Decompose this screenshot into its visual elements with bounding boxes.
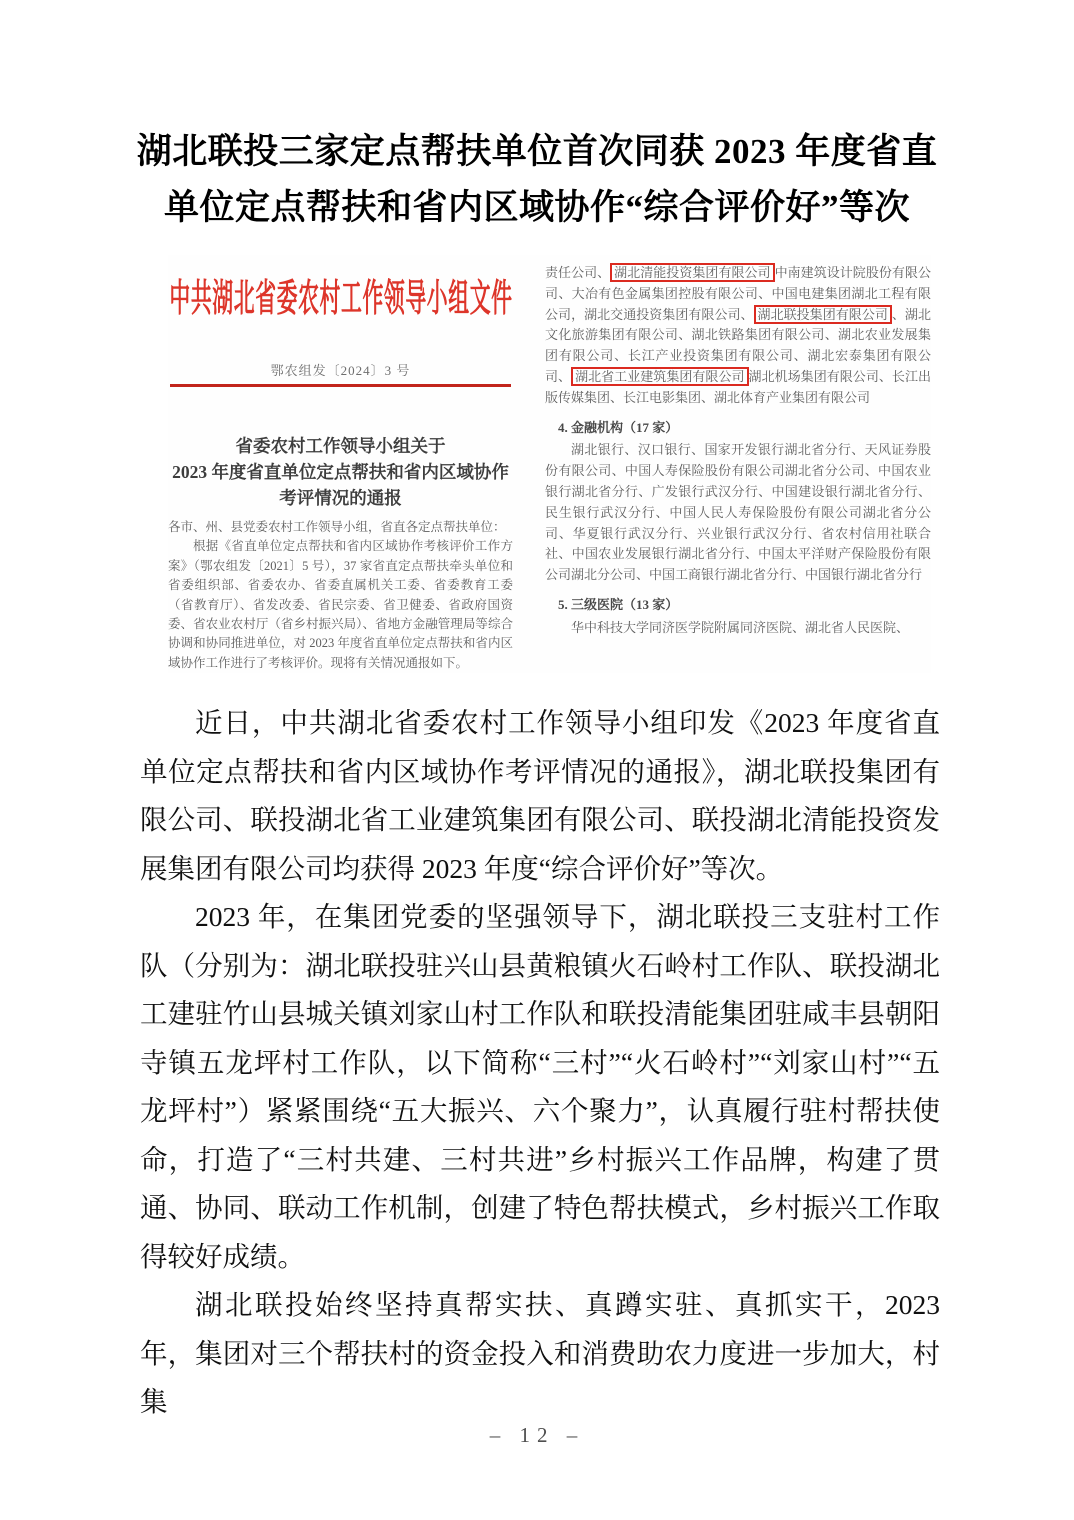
hospital-section-heading: 5. 三级医院（13 家）	[558, 596, 679, 612]
notice-body	[168, 518, 513, 673]
notice-paragraph: 根据《省直单位定点帮扶和省内区域协作考核评价工作方案》（鄂农组发〔2021〕5 号），37 家省直定点帮扶牵头单位和省委组织部、省委农办、省委直属机关工委、省委教育工委（省教育厅）、省发改委、省民宗委、省卫健委、省政府国资委、省农业农村厅（省乡村振兴局）、省地方金融管理局等综合协调和协同推进单位，对 2023 年度省直单位定点帮扶和省内区域协作工作进行了考核评价。现将有关情况通报如下。	[168, 539, 513, 670]
finance-section-heading: 4. 金融机构（17 家）	[558, 419, 679, 435]
highlight-box-liantou: 湖北联投集团有限公司	[754, 305, 892, 324]
notice-salutation: 各市、州、县党委农村工作领导小组，省直各定点帮扶单位：	[168, 520, 506, 534]
article-body	[140, 699, 940, 1427]
company-list-text-1: 责任公司、	[545, 265, 611, 280]
notice-title-line2: 2023 年度省直单位定点帮扶和省内区域协作	[172, 462, 509, 482]
red-divider-line	[170, 384, 511, 387]
company-list-text-2: 中南建筑设计院股份有限公司、大冶有色金属集团控股有限公司、中国电建集团湖北工程有限公司，湖北交通投资集团有限公司、	[545, 265, 931, 322]
notice-title-line1: 省委农村工作领导小组关于	[235, 436, 446, 456]
red-header-wrap	[168, 267, 513, 322]
highlight-box-qingneng: 湖北清能投资集团有限公司	[610, 263, 774, 282]
article-title-line2: 单位定点帮扶和省内区域协作“综合评价好”等次	[163, 188, 910, 227]
company-list-text-3: 、湖北文化旅游集团有限公司、湖北铁路集团有限公司、湖北农业发展集团有限公司、长江产业投资集团有限公司、湖北宏泰集团有限公司、	[545, 306, 931, 384]
scan-right-page	[545, 255, 931, 673]
company-list-text-4: 湖北机场集团有限公司、长江出版传媒集团、长江电影集团、湖北体育产业集团有限公司	[545, 368, 931, 405]
page-number: – 12 –	[489, 1423, 585, 1447]
notice-title-line3: 考评情况的通报	[279, 488, 402, 508]
article-title-line1: 湖北联投三家定点帮扶单位首次同获 2023 年度省直	[136, 132, 938, 171]
scan-left-page	[168, 255, 513, 673]
red-letterhead-title: 中共湖北省委农村工作领导小组文件	[168, 278, 513, 320]
company-list-paragraph	[545, 263, 931, 409]
scanned-document-image	[168, 255, 931, 673]
article-paragraph-2: 2023 年，在集团党委的坚强领导下，湖北联投三支驻村工作队（分别为：湖北联投驻兴山县黄粮镇火石岭村工作队、联投湖北工建驻竹山县城关镇刘家山村工作队和联投清能集团驻咸丰县朝阳寺镇五龙坪村工作队，以下简称“三村”“火石岭村”“刘家山村”“五龙坪村”）紧紧围绕“五大振兴、六个聚力”，认真履行驻村帮扶使命，打造了“三村共建、三村共进”乡村振兴工作品牌，构建了贯通、协同、联动工作机制，创建了特色帮扶模式，乡村振兴工作取得较好成绩。	[140, 901, 940, 1272]
hospital-list-paragraph: 华中科技大学同济医学院附属同济医院、湖北省人民医院、	[571, 619, 910, 635]
notice-title	[168, 433, 513, 511]
finance-list-paragraph: 湖北银行、汉口银行、国家开发银行湖北省分行、天风证券股份有限公司、中国人寿保险股份有限公司湖北省分公司、中国农业银行湖北省分行、广发银行武汉分行、中国建设银行湖北省分行、民生银行武汉分行、中国人民人寿保险股份有限公司湖北省分公司、华夏银行武汉分行、兴业银行武汉分行、省农村信用社联合社、中国农业发展银行湖北省分行、中国太平洋财产保险股份有限公司湖北分公司、中国工商银行湖北省分行、中国银行湖北省分行	[545, 442, 931, 583]
article-title	[80, 124, 994, 236]
article-paragraph-1: 近日，中共湖北省委农村工作领导小组印发《2023 年度省直单位定点帮扶和省内区域协作考评情况的通报》，湖北联投集团有限公司、联投湖北省工业建筑集团有限公司、联投湖北清能投资发展集团有限公司均获得 2023 年度“综合评价好”等次。	[140, 707, 940, 884]
document-number: 鄂农组发〔2024〕3 号	[270, 363, 411, 378]
article-paragraph-3: 湖北联投始终坚持真帮实扶、真蹲实驻、真抓实干，2023 年，集团对三个帮扶村的资金投入和消费助农力度进一步加大，村集	[140, 1289, 940, 1418]
highlight-box-gongjian: 湖北省工业建筑集团有限公司	[571, 367, 748, 386]
